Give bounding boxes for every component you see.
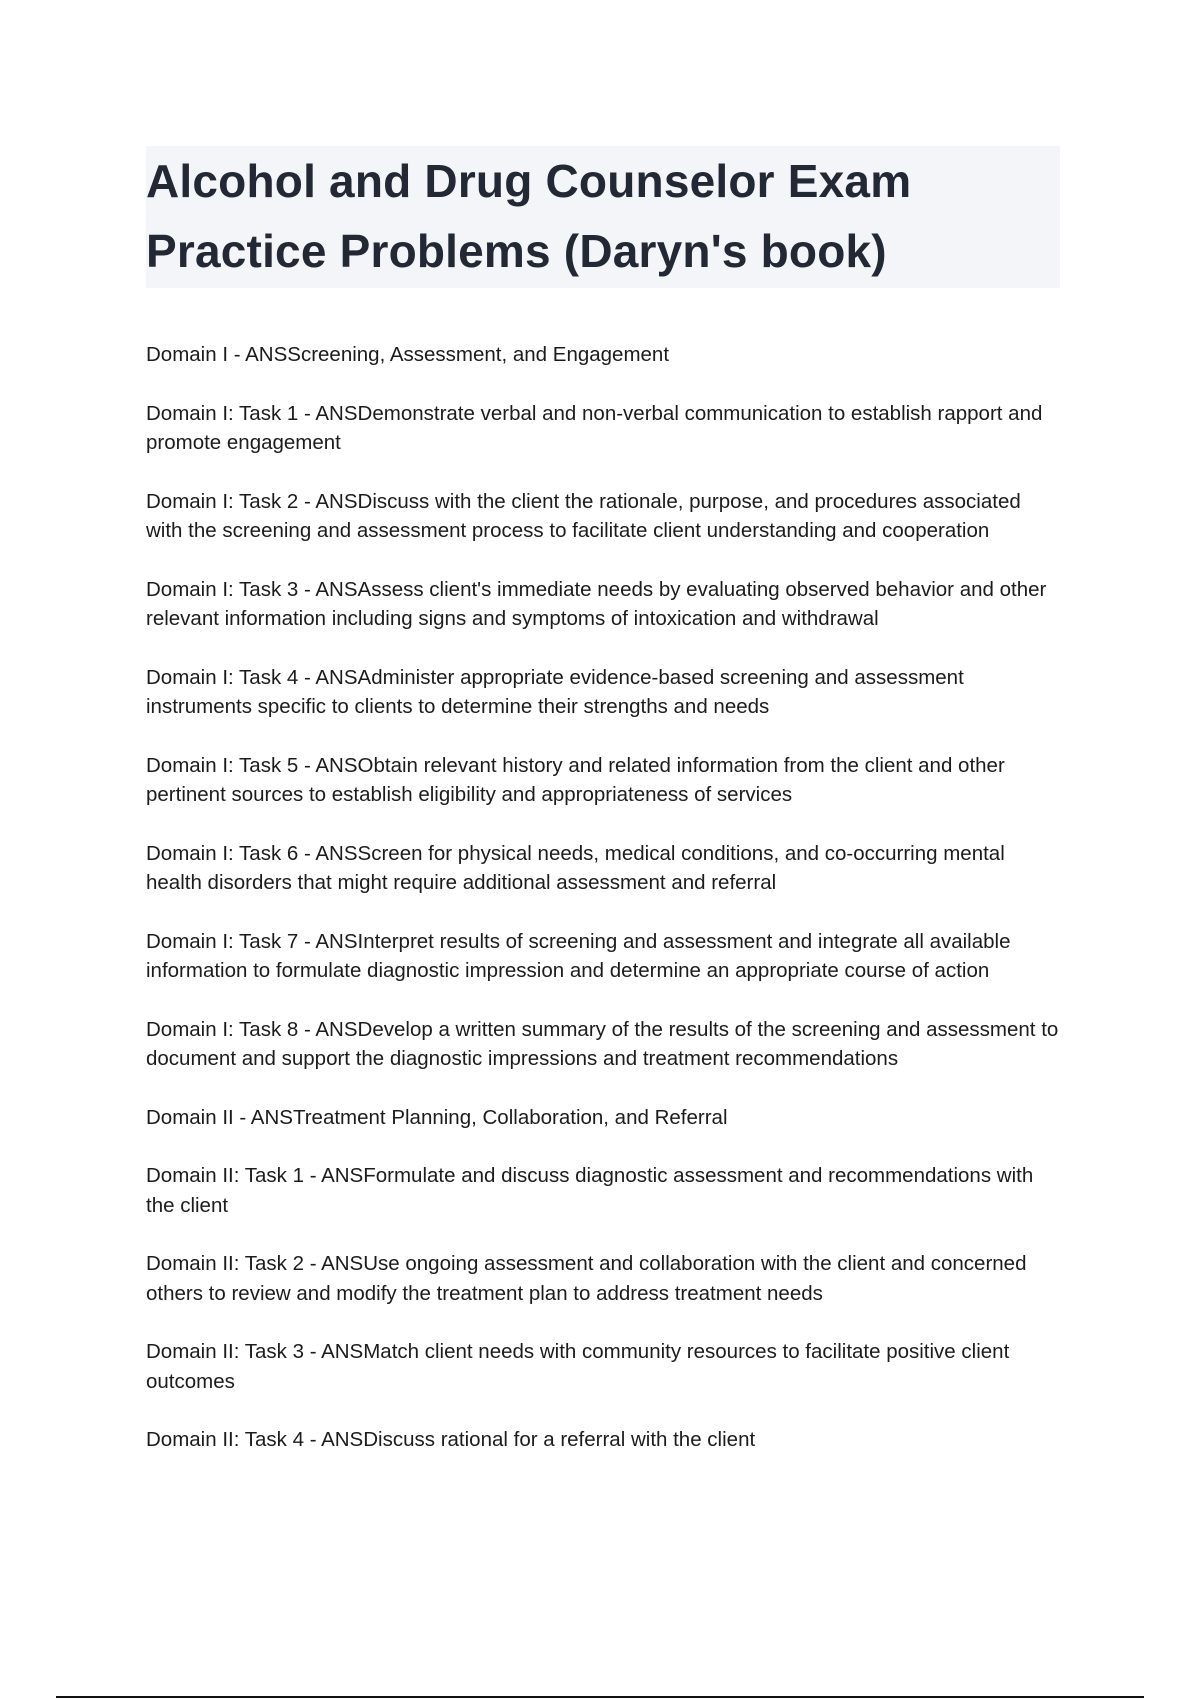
entry-domain-1-task-7: Domain I: Task 7 - ANSInterpret results of screening and assessment and integrate all available information to formulate diagnostic impression and determine an appropriate course of action [146, 929, 1011, 982]
entry-domain-2-task-2: Domain II: Task 2 - ANSUse ongoing assessment and collaboration with the client and concerned others to review and modify the treatment plan to address treatment needs [146, 1252, 1027, 1305]
entry-domain-2-task-4: Domain II: Task 4 - ANSDiscuss rational for a referral with the client [146, 1428, 756, 1451]
entry-list [146, 340, 1060, 1484]
entry-domain-1-task-4: Domain I: Task 4 - ANSAdminister appropriate evidence-based screening and assessment instruments specific to clients to determine their strengths and needs [146, 665, 964, 718]
entry-domain-2: Domain II - ANSTreatment Planning, Collaboration, and Referral [146, 1105, 728, 1129]
entry-domain-2-task-1: Domain II: Task 1 - ANSFormulate and discuss diagnostic assessment and recommendations with the client [146, 1164, 1034, 1217]
entry-domain-2-task-3: Domain II: Task 3 - ANSMatch client needs with community resources to facilitate positive client outcomes [146, 1340, 1010, 1393]
footer-divider [56, 1696, 1144, 1698]
entry-domain-1-task-5: Domain I: Task 5 - ANSObtain relevant history and related information from the client and other pertinent sources to establish eligibility and appropriateness of services [146, 753, 1005, 806]
entry-domain-1: Domain I - ANSScreening, Assessment, and Engagement [146, 343, 670, 366]
entry-domain-1-task-3: Domain I: Task 3 - ANSAssess client's immediate needs by evaluating observed behavior and other relevant information including signs and symptoms of intoxication and withdrawal [146, 577, 1047, 630]
entry-domain-1-task-2: Domain I: Task 2 - ANSDiscuss with the client the rationale, purpose, and procedures associated with the screening and assessment process to facilitate client understanding and cooperation [146, 489, 1021, 542]
title-block [146, 146, 1060, 288]
page-title: Alcohol and Drug Counselor Exam Practice Problems (Daryn's book) [146, 155, 912, 277]
entry-domain-1-task-8: Domain I: Task 8 - ANSDevelop a written summary of the results of the screening and assessment to document and support the diagnostic impressions and treatment recommendations [146, 1017, 1059, 1070]
entry-domain-1-task-6: Domain I: Task 6 - ANSScreen for physical needs, medical conditions, and co-occurring mental health disorders that might require additional assessment and referral [146, 841, 1005, 894]
entry-domain-1-task-1: Domain I: Task 1 - ANSDemonstrate verbal and non-verbal communication to establish rapport and promote engagement [146, 401, 1043, 454]
